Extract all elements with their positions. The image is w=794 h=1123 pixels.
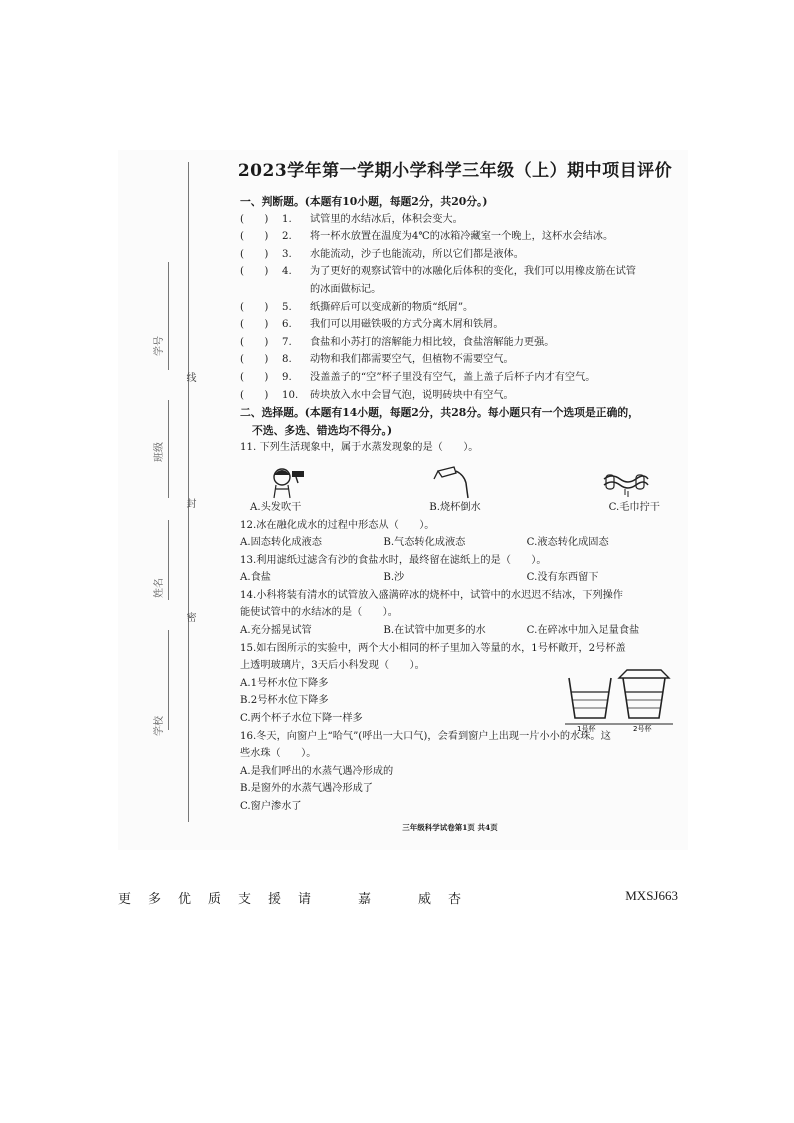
q13-stem: 13.利用滤纸过滤含有沙的食盐水时，最终留在滤纸上的是（ ）。 [240, 554, 547, 566]
q13-options [240, 569, 670, 587]
q12-stem: 12.冰在融化成水的过程中形态从（ ）。 [240, 519, 435, 531]
tf-item-7: ( ) 7. 食盐和小苏打的溶解能力相比较，食盐溶解能力更强。 [240, 334, 670, 352]
seal-line [188, 162, 189, 822]
hair-dryer-icon [260, 465, 310, 499]
promo-banner [118, 888, 678, 906]
promo-code: MXSJ663 [625, 888, 678, 903]
class-label: 班级 [154, 442, 165, 462]
q11-option-c[interactable]: C.毛巾拧干 [608, 501, 660, 513]
student-number-label: 学号 [154, 336, 165, 356]
q15-option-a[interactable]: A.1号杯水位下降多 [240, 677, 329, 689]
q15-option-b[interactable]: B.2号杯水位下降多 [240, 695, 329, 707]
name-label: 姓名 [154, 578, 165, 598]
section2-heading-cont: 不选、多选、错选均不得分。) [252, 423, 393, 437]
q16-option-c[interactable]: C.窗户渗水了 [240, 801, 302, 812]
student-number-blank[interactable] [168, 262, 169, 370]
tf-item-2: ( ) 2. 将一杯水放置在温度为4℃的冰箱冷藏室一个晚上，这杯水会结冰。 [240, 228, 670, 246]
answer-bracket[interactable]: ( ) [240, 231, 269, 243]
answer-bracket[interactable]: ( ) [240, 389, 269, 401]
beaker-pouring-icon [430, 465, 480, 499]
q16-option-b[interactable]: B.是窗外的水蒸气遇冷形成了 [240, 783, 373, 795]
cup1-label: 1号杯 [577, 725, 596, 732]
answer-bracket[interactable]: ( ) [240, 266, 269, 278]
tf-item-4: ( ) 4. 为了更好的观察试管中的冰融化后体积的变化，我们可以用橡皮筋在试管 [240, 263, 670, 281]
q15-stem-cont: 上透明玻璃片，3天后小科发现（ ）。 [240, 660, 425, 672]
q14-option-a[interactable]: A.充分摇晃试管 [240, 625, 312, 637]
answer-bracket[interactable]: ( ) [240, 248, 269, 260]
q13-option-c[interactable]: C.没有东西留下 [526, 572, 599, 584]
q16-stem: 16.冬天，向窗户上“哈气”(呼出一大口气)，会看到窗户上出现一片小小的水珠。这 [240, 730, 611, 742]
q15-option-c[interactable]: C.两个杯子水位下降一样多 [240, 713, 363, 725]
answer-bracket[interactable]: ( ) [240, 354, 269, 366]
q12-option-b[interactable]: B.气态转化成液态 [383, 537, 466, 549]
section2-heading: 二、选择题。(本题有14小题，每题2分，共28分。每小题只有一个选项是正确的， [240, 406, 639, 420]
q11-option-a[interactable]: A.头发吹干 [250, 501, 302, 513]
answer-bracket[interactable]: ( ) [240, 336, 269, 348]
q14-option-b[interactable]: B.在试管中加更多的水 [383, 625, 486, 637]
q16-option-a[interactable]: A.是我们呼出的水蒸气遇冷形成的 [240, 765, 394, 777]
tf-item-5: ( ) 5. 纸撕碎后可以变成新的物质“纸屑”。 [240, 299, 670, 317]
cup2-label: 2号杯 [633, 725, 652, 732]
answer-bracket[interactable]: ( ) [240, 371, 269, 383]
tf-item-1: ( ) 1. 试管里的水结冰后，体积会变大。 [240, 211, 670, 229]
q13-option-b[interactable]: B.沙 [383, 572, 405, 584]
q11-option-b[interactable]: B.烧杯倒水 [429, 501, 481, 513]
tf-item-9: ( ) 9. 没盖盖子的“空”杯子里没有空气，盖上盖子后杯子内才有空气。 [240, 369, 670, 387]
q14-stem-cont: 能使试管中的水结冰的是（ ）。 [240, 607, 398, 619]
tf-item-3: ( ) 3. 水能流动，沙子也能流动，所以它们都是液体。 [240, 246, 670, 264]
answer-bracket[interactable]: ( ) [240, 319, 269, 331]
tf-item-4-continued: 的冰面做标记。 [310, 283, 382, 295]
seal-word-line: 线 [184, 372, 195, 382]
name-blank[interactable] [168, 520, 169, 600]
q11-stem: 11. 下列生活现象中，属于水蒸发现象的是（ ）。 [240, 442, 479, 454]
tf-item-8: ( ) 8. 动物和我们都需要空气，但植物不需要空气。 [240, 351, 670, 369]
q16-stem-cont: 些水珠（ ）。 [240, 748, 317, 760]
q12-option-c[interactable]: C.液态转化成固态 [526, 537, 609, 549]
two-cups-figure [565, 668, 675, 732]
towel-wringing-icon [600, 465, 650, 499]
seal-word-secret: 密 [184, 612, 195, 622]
page-footer: 三年级科学试卷第1页 共4页 [402, 823, 498, 832]
class-blank[interactable] [168, 400, 169, 498]
seal-word-seal: 封 [184, 498, 195, 508]
q15-stem: 15.如右图所示的实验中，两个大小相同的杯子里加入等量的水，1号杯敞开，2号杯盖 [240, 642, 626, 654]
promo-text: 更多优质支援请 嘉 威杏 [118, 892, 479, 907]
q12-options [240, 534, 670, 552]
school-label: 学校 [154, 716, 165, 736]
q11-options [240, 499, 670, 517]
tf-item-10: ( ) 10. 砖块放入水中会冒气泡，说明砖块中有空气。 [240, 387, 670, 405]
q14-option-c[interactable]: C.在碎冰中加入足量食盐 [526, 625, 640, 637]
q12-option-a[interactable]: A.固态转化成液态 [240, 537, 322, 549]
answer-bracket[interactable]: ( ) [240, 301, 269, 313]
q13-option-a[interactable]: A.食盐 [240, 572, 271, 584]
q14-stem: 14.小科将装有清水的试管放入盛满碎冰的烧杯中，试管中的水迟迟不结冰，下列操作 [240, 589, 623, 601]
tf-item-6: ( ) 6. 我们可以用磁铁吸的方式分离木屑和铁屑。 [240, 316, 670, 334]
q14-options [240, 622, 670, 640]
section1-heading: 一、判断题。(本题有10小题，每题2分，共20分。) [240, 195, 488, 208]
school-blank[interactable] [168, 630, 169, 730]
exam-title: 2023学年第一学期小学科学三年级（上）期中项目评价 [237, 161, 673, 181]
answer-bracket[interactable]: ( ) [240, 213, 269, 225]
q11-pictures [240, 457, 670, 499]
